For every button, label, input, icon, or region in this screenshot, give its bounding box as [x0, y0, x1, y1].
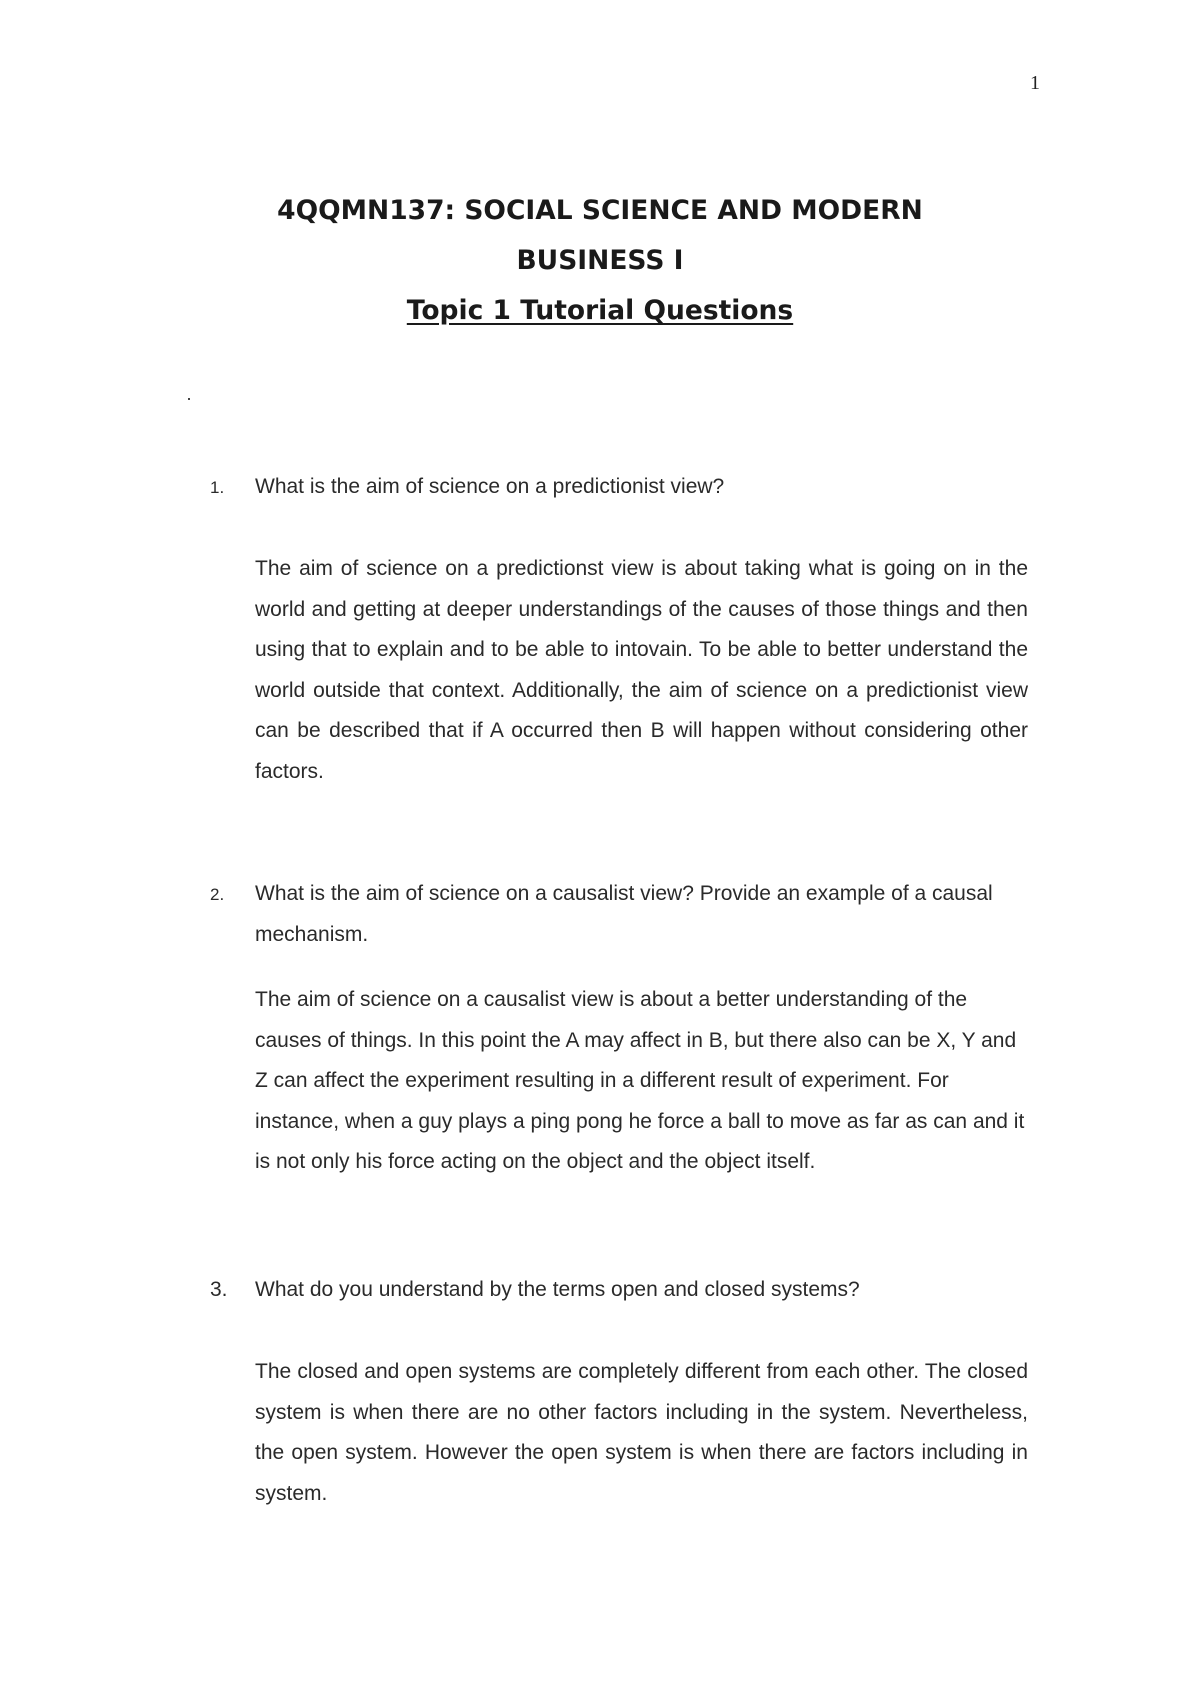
page-number: 1 [1030, 72, 1040, 94]
question-text-row [210, 467, 1028, 508]
stray-dot [188, 398, 190, 400]
question-item-1 [210, 467, 1028, 508]
question-number: 3. [210, 1278, 228, 1301]
question-item-3 [210, 1270, 1028, 1311]
question-number: 1. [210, 478, 225, 497]
title-line-1: 4QQMN137: SOCIAL SCIENCE AND MODERN [277, 195, 923, 226]
question-text: What is the aim of science on a predictionist view? [255, 475, 725, 498]
document-title [0, 186, 1200, 336]
document-subtitle: Topic 1 Tutorial Questions [406, 295, 794, 326]
question-text-row [210, 874, 1028, 955]
title-line-2: BUSINESS I [516, 245, 684, 276]
question-number: 2. [210, 885, 225, 904]
question-text-row [210, 1270, 1028, 1311]
answer-block-2 [210, 980, 1028, 1183]
answer-text: The aim of science on a predictionst view is about taking what is going on in the world and getting at deeper understandings of the causes of those things and then using that to explain and to be able to intovain. To be able to better understand the world outside that context. Additionally, the aim of science on a predictionist view can be described that if A occurred then B will happen without considering other factors. [255, 557, 1028, 783]
answer-text: The aim of science on a causalist view is about a better understanding of the causes of things. In this point the A may affect in B, but there also can be X, Y and Z can affect the experiment resulting in a different result of experiment. For instance, when a guy plays a ping pong he force a ball to move as far as can and it is not only his force acting on the object and the object itself. [255, 988, 1025, 1174]
answer-block-1 [210, 549, 1028, 793]
question-item-2 [210, 874, 1028, 955]
answer-text: The closed and open systems are completely different from each other. The closed system is when there are no other factors including in the system. Nevertheless, the open system. However the open system is when there are factors including in system. [255, 1360, 1028, 1505]
question-text: What do you understand by the terms open and closed systems? [255, 1278, 860, 1301]
answer-block-3 [210, 1352, 1028, 1514]
question-text: What is the aim of science on a causalist view? Provide an example of a causal mechanism. [255, 882, 993, 946]
